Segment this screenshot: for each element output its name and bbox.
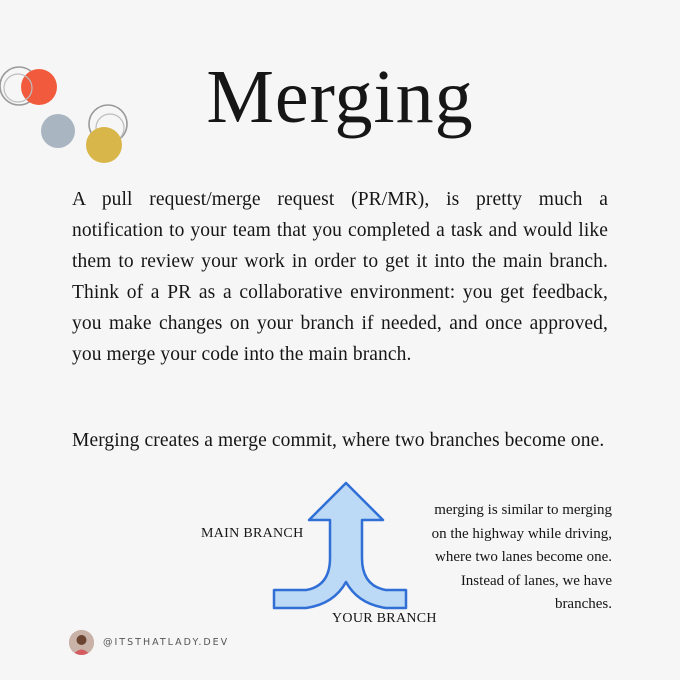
note-line: on the highway while driving, (431, 525, 612, 542)
note-line: branches. (554, 596, 612, 612)
main-branch-label: MAIN BRANCH (201, 526, 304, 541)
avatar-icon (69, 630, 94, 655)
page-title: Merging (206, 55, 474, 139)
intro-paragraph: A pull request/merge request (PR/MR), is pretty much a notification to your team that you completed a task and would like them to review your work in order to get it into the main branch. Think of a PR as a collaborative environment: you get feedback, you make changes on your branch if needed, and once approved, you merge your code into the main branch. (72, 189, 608, 365)
note-line: merging is similar to merging (434, 502, 612, 518)
highway-note (372, 499, 612, 617)
avatar (69, 630, 94, 655)
your-branch-label: YOUR BRANCH (332, 611, 437, 626)
note-line: Instead of lanes, we have (460, 572, 612, 589)
merge-paragraph: Merging creates a merge commit, where two branches become one. (72, 430, 605, 451)
author-handle: @ITSTHATLADY.DEV (103, 637, 230, 648)
note-line: where two lanes become one. (434, 549, 612, 565)
